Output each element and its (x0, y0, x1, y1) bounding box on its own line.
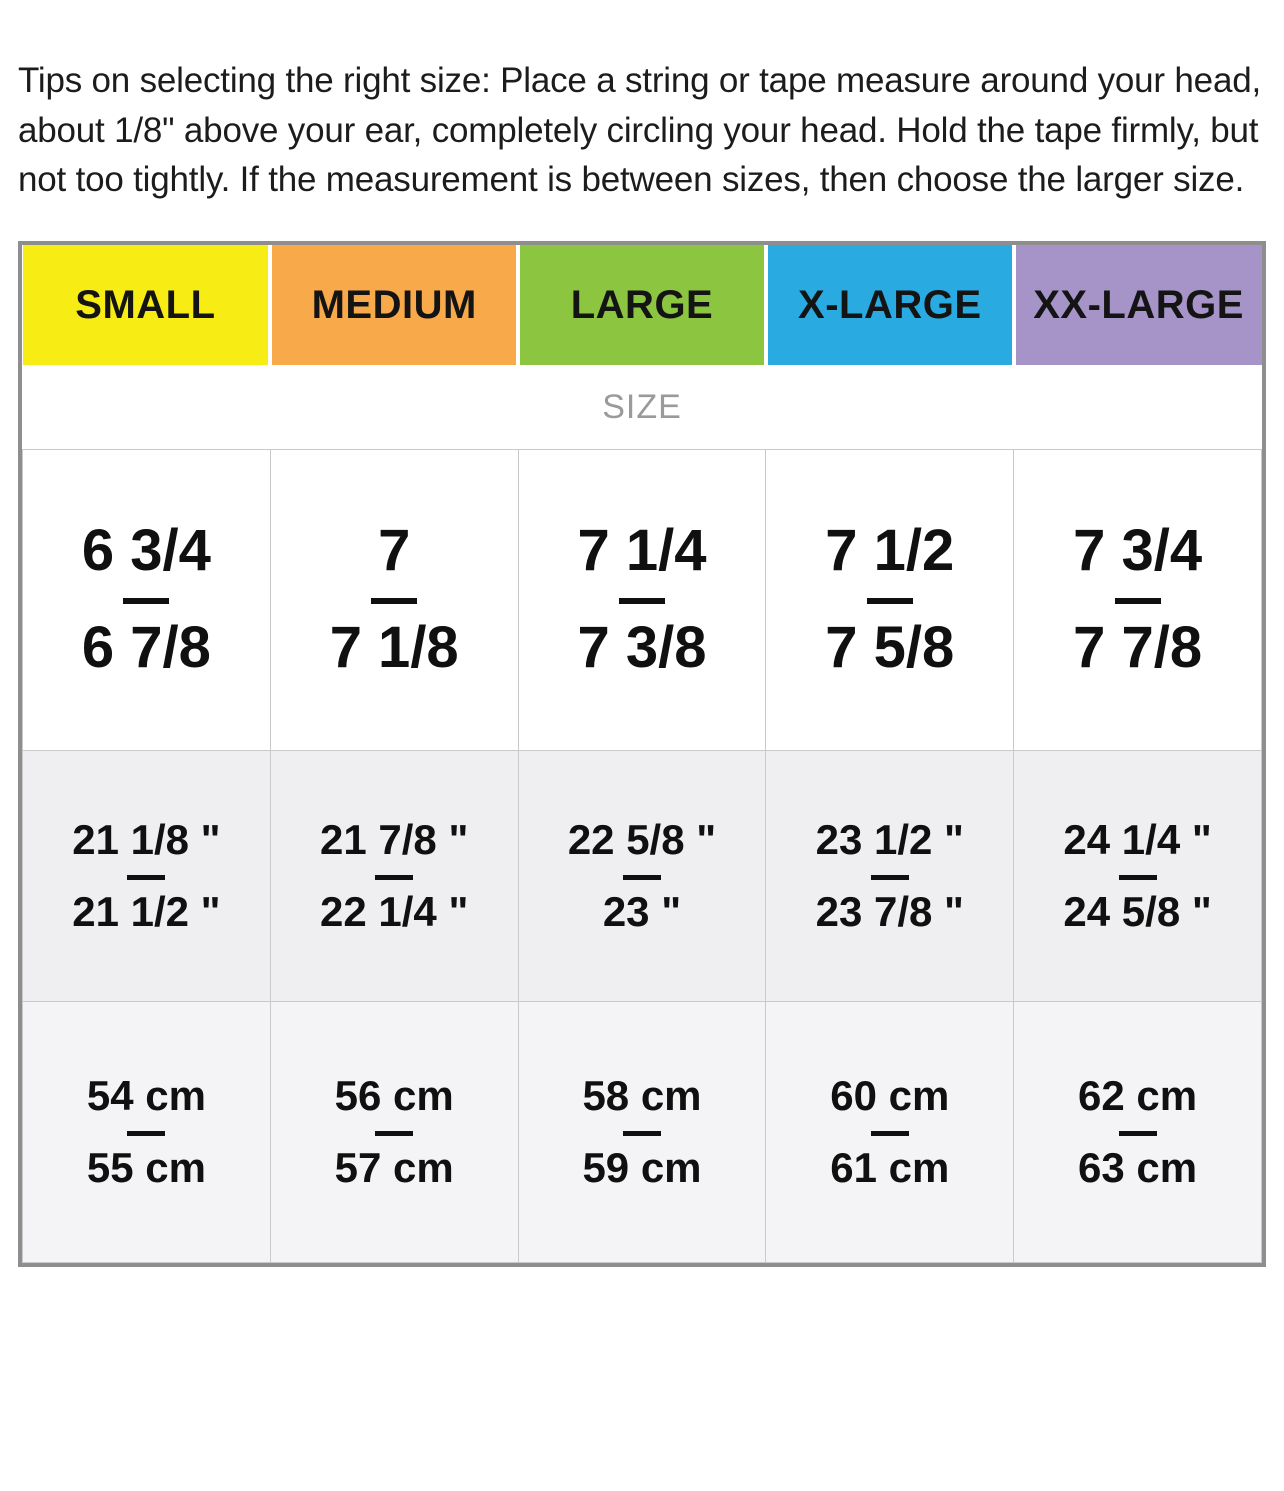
table-cell-cm-xlarge (766, 1002, 1014, 1263)
table-cell-hat-size-xxlarge (1014, 450, 1262, 751)
range-from: 7 1/4 (577, 518, 707, 584)
table-cell-hat-size-medium (270, 450, 518, 751)
table-row-hat-size (23, 450, 1262, 751)
range-from: 21 7/8 " (320, 816, 469, 864)
range-to: 59 cm (582, 1143, 702, 1191)
range-to: 6 7/8 (81, 615, 211, 681)
range-value (519, 518, 766, 681)
sizing-tips-text: Tips on selecting the right size: Place a string or tape measure around your head, about 1/8" above your ear, completely circling your head. Hold the tape firmly, but not too tightly. If the measurement is between sizes, then choose the larger size. (18, 61, 1262, 200)
size-header-large: LARGE (520, 245, 764, 365)
range-dash-icon (1115, 598, 1161, 604)
size-header-xxlarge: XX-LARGE (1016, 245, 1262, 365)
range-from: 7 1/2 (825, 518, 955, 584)
size-chart-table-container (18, 241, 1266, 1267)
range-dash-icon (127, 1131, 165, 1136)
range-to: 63 cm (1078, 1143, 1198, 1191)
range-dash-icon (1119, 875, 1157, 880)
range-from: 6 3/4 (81, 518, 211, 584)
range-value (766, 1074, 1013, 1189)
range-value (1014, 518, 1261, 681)
table-cell-inches-large (518, 751, 766, 1002)
table-cell-inches-medium (270, 751, 518, 1002)
table-cell-hat-size-xlarge (766, 450, 1014, 751)
size-header-small: SMALL (23, 245, 269, 365)
table-cell-inches-small (23, 751, 271, 1002)
range-to: 55 cm (86, 1143, 206, 1191)
range-from: 7 (378, 518, 411, 584)
range-dash-icon (375, 875, 413, 880)
range-from: 58 cm (582, 1072, 702, 1120)
table-cell-inches-xxlarge (1014, 751, 1262, 1002)
table-cell-cm-medium (270, 1002, 518, 1263)
range-from: 21 1/8 " (72, 816, 221, 864)
table-cell-cm-small (23, 1002, 271, 1263)
header-cell-medium (270, 245, 518, 365)
range-from: 62 cm (1078, 1072, 1198, 1120)
range-value (519, 818, 766, 933)
table-cell-hat-size-large (518, 450, 766, 751)
range-dash-icon (623, 1131, 661, 1136)
range-to: 57 cm (334, 1143, 454, 1191)
size-header-xlarge: X-LARGE (768, 245, 1012, 365)
range-from: 22 5/8 " (567, 816, 717, 864)
range-dash-icon (371, 598, 417, 604)
range-value (1014, 818, 1261, 933)
range-to: 7 1/8 (329, 615, 459, 681)
range-from: 54 cm (86, 1072, 206, 1120)
range-dash-icon (867, 598, 913, 604)
range-from: 24 1/4 " (1063, 816, 1212, 864)
table-cell-cm-large (518, 1002, 766, 1263)
range-value (766, 518, 1013, 681)
range-value (23, 518, 270, 681)
range-to: 23 7/8 " (815, 887, 964, 935)
header-cell-xlarge (766, 245, 1014, 365)
range-dash-icon (123, 598, 169, 604)
range-dash-icon (871, 1131, 909, 1136)
range-from: 60 cm (830, 1072, 950, 1120)
range-dash-icon (619, 598, 665, 604)
range-value (23, 1074, 270, 1189)
range-dash-icon (623, 875, 661, 880)
range-value (519, 1074, 766, 1189)
table-row-circumference-inches (23, 751, 1262, 1002)
range-dash-icon (871, 875, 909, 880)
table-row-circumference-cm (23, 1002, 1262, 1263)
range-to: 23 " (602, 887, 682, 935)
header-cell-small (23, 245, 271, 365)
size-label-row (23, 365, 1262, 450)
range-from: 7 3/4 (1073, 518, 1203, 584)
range-from: 23 1/2 " (815, 816, 964, 864)
range-value (271, 518, 518, 681)
range-value (271, 818, 518, 933)
range-value (271, 1074, 518, 1189)
range-to: 7 5/8 (825, 615, 955, 681)
size-row-label: SIZE (602, 387, 682, 426)
range-to: 24 5/8 " (1063, 887, 1212, 935)
range-to: 61 cm (830, 1143, 950, 1191)
range-from: 56 cm (334, 1072, 454, 1120)
range-to: 7 7/8 (1073, 615, 1203, 681)
range-dash-icon (1119, 1131, 1157, 1136)
table-header-row (23, 245, 1262, 365)
size-chart-page (0, 56, 1284, 1491)
table-cell-cm-xxlarge (1014, 1002, 1262, 1263)
range-dash-icon (375, 1131, 413, 1136)
size-header-medium: MEDIUM (272, 245, 516, 365)
range-value (23, 818, 270, 933)
header-cell-xxlarge (1014, 245, 1262, 365)
range-to: 7 3/8 (577, 615, 707, 681)
header-cell-large (518, 245, 766, 365)
range-dash-icon (127, 875, 165, 880)
table-cell-hat-size-small (23, 450, 271, 751)
range-value (1014, 1074, 1261, 1189)
size-label-cell (23, 365, 1262, 450)
range-value (766, 818, 1013, 933)
range-to: 21 1/2 " (72, 887, 221, 935)
size-chart-table (22, 245, 1262, 1263)
table-cell-inches-xlarge (766, 751, 1014, 1002)
range-to: 22 1/4 " (320, 887, 469, 935)
